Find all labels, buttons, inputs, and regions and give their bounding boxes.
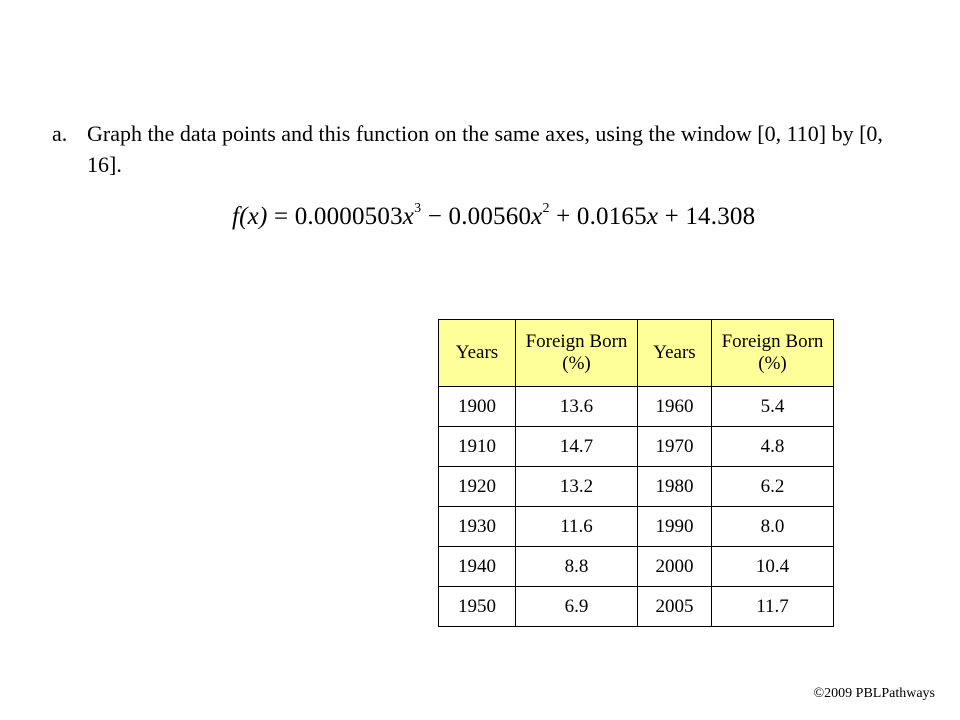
foreign-born-table bbox=[438, 319, 834, 627]
table-header-row bbox=[439, 320, 834, 387]
formula-coef2: 0.00560 bbox=[448, 203, 532, 230]
table-row bbox=[439, 587, 834, 627]
formula-var-2: x bbox=[531, 203, 543, 230]
table-cell: 10.4 bbox=[712, 547, 834, 587]
table-row bbox=[439, 427, 834, 467]
table-cell: 1960 bbox=[638, 387, 712, 427]
copyright-footer: ©2009 PBLPathways bbox=[813, 686, 935, 701]
table-row bbox=[439, 507, 834, 547]
table-cell: 1970 bbox=[638, 427, 712, 467]
formula-coef1: 0.0165 bbox=[576, 203, 647, 230]
table-cell: 1920 bbox=[439, 467, 516, 507]
table-cell: 13.6 bbox=[516, 387, 638, 427]
table-cell: 6.2 bbox=[712, 467, 834, 507]
table-cell: 5.4 bbox=[712, 387, 834, 427]
formula-equals: = bbox=[273, 203, 289, 230]
table-cell: 14.7 bbox=[516, 427, 638, 467]
formula-op1: − bbox=[427, 203, 443, 230]
table-cell: 1950 bbox=[439, 587, 516, 627]
table-cell: 1900 bbox=[439, 387, 516, 427]
question-item bbox=[52, 118, 912, 180]
header-foreign-born-2: Foreign Born (%) bbox=[712, 320, 834, 387]
table-cell: 2005 bbox=[638, 587, 712, 627]
formula-coef3: 0.0000503 bbox=[294, 203, 403, 230]
table-cell: 1990 bbox=[638, 507, 712, 547]
table-cell: 11.6 bbox=[516, 507, 638, 547]
table-cell: 2000 bbox=[638, 547, 712, 587]
header-years-1: Years bbox=[439, 320, 516, 387]
formula-op3: + bbox=[664, 203, 679, 230]
question-marker: a. bbox=[52, 121, 68, 146]
table-cell: 4.8 bbox=[712, 427, 834, 467]
table-cell: 1980 bbox=[638, 467, 712, 507]
table-cell: 6.9 bbox=[516, 587, 638, 627]
formula-op2: + bbox=[556, 203, 571, 230]
table-cell: 11.7 bbox=[712, 587, 834, 627]
formula-exp3: 3 bbox=[414, 201, 422, 216]
table-cell: 8.8 bbox=[516, 547, 638, 587]
table-cell: 1930 bbox=[439, 507, 516, 547]
table-cell: 1940 bbox=[439, 547, 516, 587]
header-foreign-born-1: Foreign Born (%) bbox=[516, 320, 638, 387]
formula-exp2: 2 bbox=[542, 201, 550, 216]
table-row bbox=[439, 387, 834, 427]
formula-lhs: f(x) bbox=[232, 203, 268, 230]
formula-constant: 14.308 bbox=[685, 203, 756, 230]
question-text: Graph the data points and this function on the same axes, using the window [0, 110] by [0, 16]. bbox=[87, 121, 883, 177]
table-cell: 8.0 bbox=[712, 507, 834, 547]
table-row bbox=[439, 547, 834, 587]
cubic-function-formula bbox=[232, 203, 755, 231]
table-row bbox=[439, 467, 834, 507]
table-cell: 1910 bbox=[439, 427, 516, 467]
table-cell: 13.2 bbox=[516, 467, 638, 507]
formula-var-3: x bbox=[402, 203, 415, 230]
formula-var-1: x bbox=[646, 203, 659, 230]
header-years-2: Years bbox=[638, 320, 712, 387]
